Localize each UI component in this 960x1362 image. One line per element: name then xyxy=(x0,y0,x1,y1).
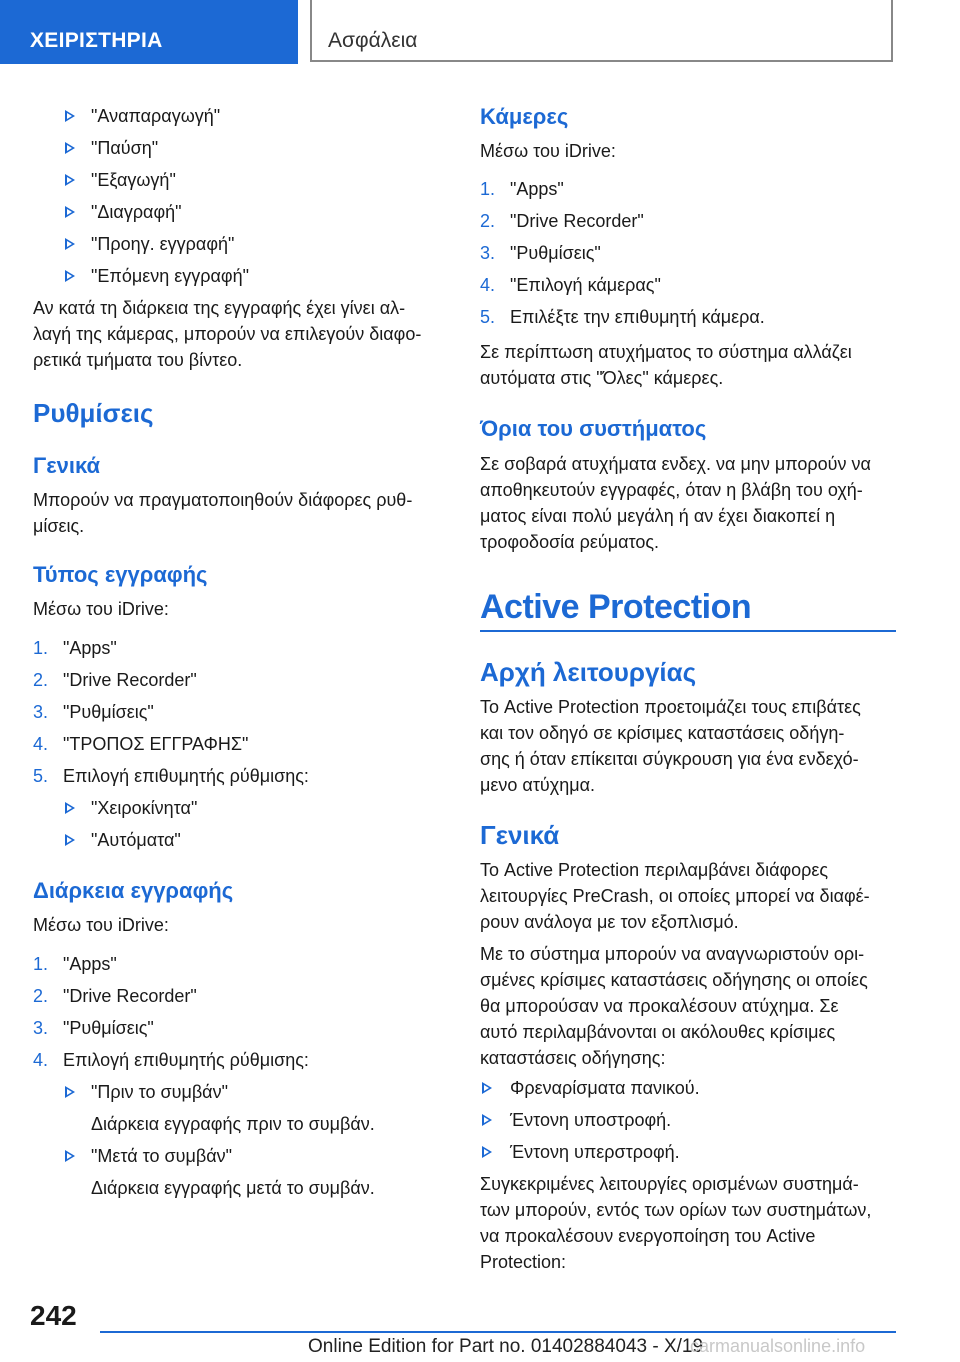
step-number: 5. xyxy=(480,307,496,327)
step-number: 1. xyxy=(33,638,49,658)
paragraph-line: αυτόματα στις "Όλες" κάμερες. xyxy=(480,368,724,388)
paragraph-line: αυτό περιλαμβάνονται οι ακόλουθες κρίσιμες xyxy=(480,1022,836,1042)
step-text: "Drive Recorder" xyxy=(510,211,644,231)
paragraph-line: των μπορούν, εντός των ορίων των συστημάτων, xyxy=(480,1200,872,1220)
step-text: "ΤΡΟΠΟΣ ΕΓΓΡΑΦΗΣ" xyxy=(63,734,249,754)
paragraph-line: ρετικά τμήματα του βίντεο. xyxy=(33,350,243,370)
paragraph-line: σμένες κρίσιμες καταστάσεις οδήγησης οι οποίες xyxy=(480,970,868,990)
bullet-triangle-icon xyxy=(65,1086,75,1098)
heading-settings: Ρυθμίσεις xyxy=(33,398,154,428)
step-number: 2. xyxy=(33,986,49,1006)
paragraph-line: λειτουργίες PreCrash, οι οποίες μπορεί να διαφέ- xyxy=(480,886,870,906)
sub-option: "Πριν το συμβάν" xyxy=(91,1082,228,1102)
paragraph-line: Συγκεκριμένες λειτουργίες ορισμένων συστημά- xyxy=(480,1174,859,1194)
section-divider xyxy=(480,630,896,632)
bullet-triangle-icon xyxy=(482,1146,492,1158)
heading-recording-type: Τύπος εγγραφής xyxy=(33,562,208,587)
header-chapter-title: Ασφάλεια xyxy=(328,29,418,52)
header-section-title: ΧΕΙΡΙΣΤΗΡΙΑ xyxy=(30,29,163,52)
step-text: "Apps" xyxy=(63,954,117,974)
footer-edition: Online Edition for Part no. 01402884043 - X/19 xyxy=(308,1336,704,1357)
sub-option-description: Διάρκεια εγγραφής πριν το συμβάν. xyxy=(91,1114,375,1134)
step-text: "Επιλογή κάμερας" xyxy=(510,275,661,295)
step-text: "Ρυθμίσεις" xyxy=(63,1018,154,1038)
step-number: 1. xyxy=(33,954,49,974)
step-text: "Drive Recorder" xyxy=(63,986,197,1006)
step-text: "Ρυθμίσεις" xyxy=(63,702,154,722)
step-text: "Apps" xyxy=(510,179,564,199)
paragraph-line: και τον οδηγό σε κρίσιμες καταστάσεις οδήγη- xyxy=(480,723,845,743)
paragraph-line: μενο ατύχημα. xyxy=(480,775,596,795)
paragraph-line: Protection: xyxy=(480,1252,567,1272)
step-text: Επιλογή επιθυμητής ρύθμισης: xyxy=(63,1050,309,1070)
heading-system-limits: Όρια του συστήματος xyxy=(480,416,707,441)
heading-general: Γενικά xyxy=(480,820,560,850)
list-item: "Διαγραφή" xyxy=(91,202,182,222)
step-text: "Drive Recorder" xyxy=(63,670,197,690)
heading-active-protection: Active Protection xyxy=(480,588,752,626)
step-number: 4. xyxy=(33,734,49,754)
step-number: 3. xyxy=(33,702,49,722)
paragraph-line: ματος είναι πολύ μεγάλη ή αν έχει διακοπεί η xyxy=(480,506,836,526)
bullet-triangle-icon xyxy=(65,142,75,154)
step-number: 5. xyxy=(33,766,49,786)
list-item: Έντονη υπερστροφή. xyxy=(510,1142,680,1162)
heading-operating-principle: Αρχή λειτουργίας xyxy=(480,657,697,687)
watermark: carmanualsonline.info xyxy=(690,1336,866,1356)
step-text: "Ρυθμίσεις" xyxy=(510,243,601,263)
paragraph-line: αποθηκευτούν εγγραφές, όταν η βλάβη του οχή- xyxy=(480,480,863,500)
bullet-triangle-icon xyxy=(65,206,75,218)
paragraph-line: θα μπορούσαν να προκαλέσουν ατύχημα. Σε xyxy=(480,996,839,1016)
paragraph-line: Το Active Protection περιλαμβάνει διάφορες xyxy=(480,860,829,880)
step-number: 2. xyxy=(480,211,496,231)
paragraph-line: Μέσω του iDrive: xyxy=(33,599,169,619)
paragraph-line: Σε περίπτωση ατυχήματος το σύστημα αλλάζει xyxy=(480,342,852,362)
paragraph-line: σης ή όταν επίκειται σύγκρουση για ένα ενδεχό- xyxy=(480,749,859,769)
bullet-triangle-icon xyxy=(65,834,75,846)
step-text: Επιλέξτε την επιθυμητή κάμερα. xyxy=(510,307,765,327)
heading-cameras: Κάμερες xyxy=(480,104,569,129)
paragraph-line: Μέσω του iDrive: xyxy=(33,915,169,935)
paragraph-line: Σε σοβαρά ατυχήματα ενδεχ. να μην μπορούν να xyxy=(480,454,871,474)
bullet-triangle-icon xyxy=(482,1082,492,1094)
bullet-triangle-icon xyxy=(65,1150,75,1162)
sub-option: "Μετά το συμβάν" xyxy=(91,1146,233,1166)
paragraph-line: Αν κατά τη διάρκεια της εγγραφής έχει γίνει αλ- xyxy=(33,298,406,318)
step-number: 3. xyxy=(480,243,496,263)
list-item: Φρεναρίσματα πανικού. xyxy=(510,1078,700,1098)
sub-option-description: Διάρκεια εγγραφής μετά το συμβάν. xyxy=(91,1178,375,1198)
list-item: Έντονη υποστροφή. xyxy=(510,1110,672,1130)
paragraph-line: μίσεις. xyxy=(33,516,85,536)
sub-option: "Χειροκίνητα" xyxy=(91,798,198,818)
bullet-triangle-icon xyxy=(65,238,75,250)
sub-option: "Αυτόματα" xyxy=(91,830,181,850)
bullet-triangle-icon xyxy=(482,1114,492,1126)
paragraph-line: καταστάσεις οδήγησης: xyxy=(480,1048,666,1068)
bullet-triangle-icon xyxy=(65,802,75,814)
bullet-triangle-icon xyxy=(65,270,75,282)
list-item: "Εξαγωγή" xyxy=(91,170,176,190)
footer-divider xyxy=(100,1331,896,1333)
list-item: "Παύση" xyxy=(91,138,159,158)
bullet-triangle-icon xyxy=(65,110,75,122)
paragraph-line: Το Active Protection προετοιμάζει τους επιβάτες xyxy=(480,697,861,717)
page-number: 242 xyxy=(30,1300,77,1331)
list-item: "Επόμενη εγγραφή" xyxy=(91,266,249,286)
step-text: "Apps" xyxy=(63,638,117,658)
step-number: 2. xyxy=(33,670,49,690)
paragraph-line: ρουν ανάλογα με τον εξοπλισμό. xyxy=(480,912,739,932)
heading-general: Γενικά xyxy=(33,453,101,478)
paragraph-line: Μέσω του iDrive: xyxy=(480,141,616,161)
step-number: 3. xyxy=(33,1018,49,1038)
paragraph-line: Με το σύστημα μπορούν να αναγνωριστούν ορι- xyxy=(480,944,865,964)
bullet-triangle-icon xyxy=(65,174,75,186)
list-item: "Αναπαραγωγή" xyxy=(91,106,221,126)
step-number: 1. xyxy=(480,179,496,199)
header-chapter-box xyxy=(310,0,893,62)
header-section-tab xyxy=(0,0,298,64)
paragraph-line: Μπορούν να πραγματοποιηθούν διάφορες ρυθ- xyxy=(33,490,413,510)
paragraph-line: λαγή της κάμερας, μπορούν να επιλεγούν διαφο- xyxy=(33,324,422,344)
heading-recording-duration: Διάρκεια εγγραφής xyxy=(33,878,234,903)
list-item: "Προηγ. εγγραφή" xyxy=(91,234,235,254)
step-number: 4. xyxy=(33,1050,49,1070)
step-number: 4. xyxy=(480,275,496,295)
paragraph-line: τροφοδοσία ρεύματος. xyxy=(480,532,660,552)
paragraph-line: να προκαλέσουν ενεργοποίηση του Active xyxy=(480,1226,816,1246)
step-text: Επιλογή επιθυμητής ρύθμισης: xyxy=(63,766,309,786)
